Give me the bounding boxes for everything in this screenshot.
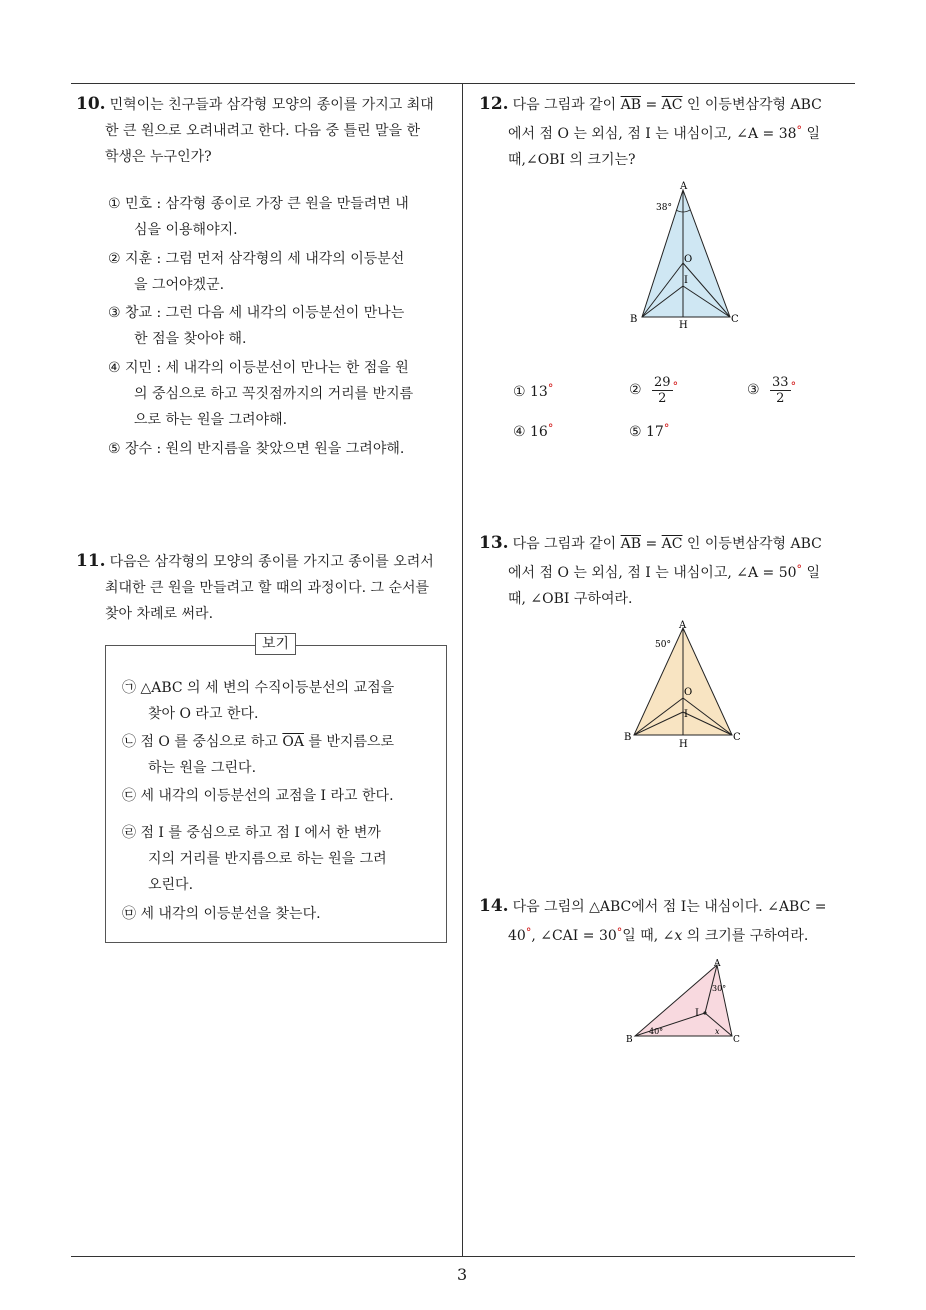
degree-sign: ° — [547, 422, 554, 435]
variable-x: x — [674, 928, 683, 944]
item-line: 찾아 O 라고 한다. — [148, 706, 259, 722]
question-text: 일 — [802, 565, 821, 581]
column-divider — [462, 83, 463, 1256]
page-number: 3 — [457, 1265, 468, 1284]
choice-line: 장수 : 원의 반지름을 찾았으면 원을 그려야해. — [125, 441, 405, 457]
question-line: 한 큰 원으로 오려내려고 한다. 다음 중 틀린 말을 한 — [105, 123, 420, 139]
question-text: 일 — [802, 126, 821, 142]
choice-line: 한 점을 찾아야 해. — [134, 331, 247, 347]
degree-sign: ° — [663, 422, 670, 435]
choice-line: 지훈 : 그럼 먼저 삼각형의 세 내각의 이등분선 — [125, 251, 405, 267]
question-text: 다음 그림과 같이 — [512, 536, 621, 552]
question-10 — [76, 91, 460, 170]
bogi-item-2 — [122, 729, 394, 781]
bogi-item-5 — [122, 901, 321, 927]
incenter-point — [703, 1011, 706, 1014]
bottom-rule — [71, 1256, 855, 1257]
numerator: 29 — [654, 374, 671, 390]
question-line: 때, ∠OBI 구하여라. — [508, 591, 633, 607]
question-text: 다음 그림의 △ABC에서 점 I는 내심이다. ∠ABC = — [512, 899, 827, 915]
choice-mark: ① — [108, 196, 121, 212]
choice-line: 심을 이용해야지. — [134, 222, 238, 238]
item-line: 점 O 를 중심으로 하고 — [140, 734, 283, 750]
vertex-label-i: I — [695, 1008, 699, 1019]
q12-choice-5[interactable] — [629, 416, 669, 445]
segment-ab: $\overline{AB}$ — [620, 97, 642, 113]
vertex-label-b: B — [626, 1035, 633, 1045]
choice-line: 으로 하는 원을 그려야해. — [134, 412, 288, 428]
choice-mark: ⑤ — [629, 424, 642, 440]
q12-choice-2[interactable] — [629, 374, 678, 406]
degree-sign: ° — [796, 124, 803, 137]
question-number: 13. — [479, 533, 509, 553]
choice-value: 16 — [530, 424, 548, 440]
choice-line: 창교 : 그런 다음 세 내각의 이등분선이 만나는 — [125, 305, 405, 321]
question-text: 인 이등변삼각형 ABC — [682, 536, 822, 552]
item-line: 세 내각의 이등분선의 교점을 I 라고 한다. — [140, 788, 394, 804]
choice-line: 을 그어야겠군. — [134, 277, 225, 293]
vertex-label-i: I — [684, 275, 688, 286]
question-line: 때,∠OBI 의 크기는? — [508, 152, 636, 168]
angle-label-b: 40° — [649, 1027, 664, 1036]
question-14 — [479, 893, 863, 949]
angle-label: 38° — [656, 203, 672, 213]
question-line: 찾아 차례로 써라. — [105, 606, 214, 622]
numerator: 33 — [772, 374, 789, 390]
question-text: 의 크기를 구하여라. — [682, 928, 809, 944]
item-line: 를 반지름으로 — [303, 734, 395, 750]
degree-sign: ° — [525, 926, 532, 939]
question-text: 에서 점 O 는 외심, 점 I 는 내심이고, ∠A = 38 — [508, 126, 797, 142]
vertex-label-a: A — [679, 620, 687, 631]
choice-mark: ② — [108, 251, 121, 267]
segment-ac: $\overline{AC}$ — [661, 97, 683, 113]
choice-line: 의 중심으로 하고 꼭짓점까지의 거리를 반지름 — [134, 386, 414, 402]
q12-choice-3[interactable] — [747, 374, 796, 406]
item-line: 지의 거리를 반지름으로 하는 원을 그려 — [148, 851, 387, 867]
segment-ac: $\overline{AC}$ — [661, 536, 683, 552]
degree-sign: ° — [790, 380, 797, 393]
bogi-item-4 — [122, 820, 387, 898]
fraction — [652, 375, 673, 406]
question-number: 14. — [479, 896, 509, 916]
q12-triangle-figure — [620, 180, 750, 330]
vertex-label-a: A — [714, 959, 721, 969]
triangle-fill — [635, 965, 732, 1036]
question-text: 에서 점 O 는 외심, 점 I 는 내심이고, ∠A = 50 — [508, 565, 797, 581]
vertex-label-a: A — [680, 181, 688, 192]
choice-value: 13 — [530, 384, 548, 400]
bogi-label: 보기 — [255, 633, 296, 655]
item-line: 점 I 를 중심으로 하고 점 I 에서 한 변까 — [140, 825, 381, 841]
question-text: , ∠CAI = 30 — [531, 928, 617, 944]
question-number: 10. — [76, 94, 106, 114]
vertex-label-c: C — [733, 1035, 740, 1045]
q10-choice-3[interactable] — [108, 300, 404, 352]
vertex-label-b: B — [630, 314, 638, 325]
choice-mark: ① — [513, 384, 526, 400]
choice-mark: ③ — [747, 382, 760, 398]
question-text: 일 때, ∠ — [622, 928, 675, 944]
choice-mark: ④ — [108, 360, 121, 376]
bogi-item-3 — [122, 783, 394, 809]
choice-line: 지민 : 세 내각의 이등분선이 만나는 한 점을 원 — [125, 360, 409, 376]
vertex-label-o: O — [684, 687, 693, 698]
question-line: 민혁이는 친구들과 삼각형 모양의 종이를 가지고 최대 — [109, 97, 434, 113]
degree-sign: ° — [672, 380, 679, 393]
choice-value: 17 — [646, 424, 664, 440]
choice-mark: ② — [629, 382, 642, 398]
bogi-item-1 — [122, 675, 394, 727]
question-12 — [479, 91, 863, 173]
vertex-label-c: C — [731, 314, 739, 325]
angle-label-x: x — [715, 1027, 720, 1036]
choice-line: 민호 : 삼각형 종이로 가장 큰 원을 만들려면 내 — [125, 196, 409, 212]
q13-triangle-figure — [620, 620, 750, 750]
segment-oa: $\overline{OA}$ — [282, 734, 304, 750]
item-mark: ㉠ — [122, 680, 136, 696]
question-line: 다음은 삼각형의 모양의 종이를 가지고 종이를 오려서 — [109, 554, 434, 570]
fraction — [770, 375, 791, 406]
item-line: △ABC 의 세 변의 수직이등분선의 교점을 — [140, 680, 395, 696]
item-mark: ㉢ — [122, 788, 136, 804]
question-line: 최대한 큰 원을 만들려고 할 때의 과정이다. 그 순서를 — [105, 580, 430, 596]
question-text: 40 — [508, 928, 526, 944]
q10-choice-1[interactable] — [108, 191, 409, 243]
degree-sign: ° — [547, 382, 554, 395]
question-number: 11. — [76, 551, 106, 571]
item-line: 오린다. — [148, 877, 194, 893]
vertex-label-c: C — [733, 732, 741, 743]
q12-choice-4[interactable] — [513, 416, 553, 445]
q14-triangle-figure — [622, 958, 752, 1048]
question-text: 인 이등변삼각형 ABC — [682, 97, 822, 113]
degree-sign: ° — [616, 926, 623, 939]
question-13 — [479, 530, 863, 612]
equals: = — [641, 536, 662, 552]
question-number: 12. — [479, 94, 509, 114]
q10-choice-4[interactable] — [108, 355, 413, 433]
top-rule — [71, 83, 855, 84]
question-line: 학생은 누구인가? — [105, 149, 212, 165]
q10-choice-5[interactable] — [108, 436, 404, 462]
item-line: 세 내각의 이등분선을 찾는다. — [140, 906, 321, 922]
denominator: 2 — [658, 390, 667, 406]
choice-mark: ④ — [513, 424, 526, 440]
vertex-label-h: H — [679, 320, 688, 330]
item-mark: ㉡ — [122, 734, 136, 750]
choice-mark: ③ — [108, 305, 121, 321]
q10-choice-2[interactable] — [108, 246, 404, 298]
vertex-label-b: B — [624, 732, 632, 743]
item-mark: ㉣ — [122, 825, 136, 841]
segment-ab: $\overline{AB}$ — [620, 536, 642, 552]
denominator: 2 — [776, 390, 785, 406]
degree-sign: ° — [796, 563, 803, 576]
question-11 — [76, 548, 460, 627]
item-mark: ㉤ — [122, 906, 136, 922]
vertex-label-o: O — [684, 254, 693, 265]
angle-label: 50° — [655, 640, 671, 650]
q12-choice-1[interactable] — [513, 376, 553, 405]
item-line: 하는 원을 그린다. — [148, 760, 257, 776]
vertex-label-h: H — [679, 739, 688, 750]
choice-mark: ⑤ — [108, 441, 121, 457]
angle-label-a: 30° — [712, 984, 727, 993]
question-text: 다음 그림과 같이 — [512, 97, 621, 113]
equals: = — [641, 97, 662, 113]
vertex-label-i: I — [684, 709, 688, 720]
